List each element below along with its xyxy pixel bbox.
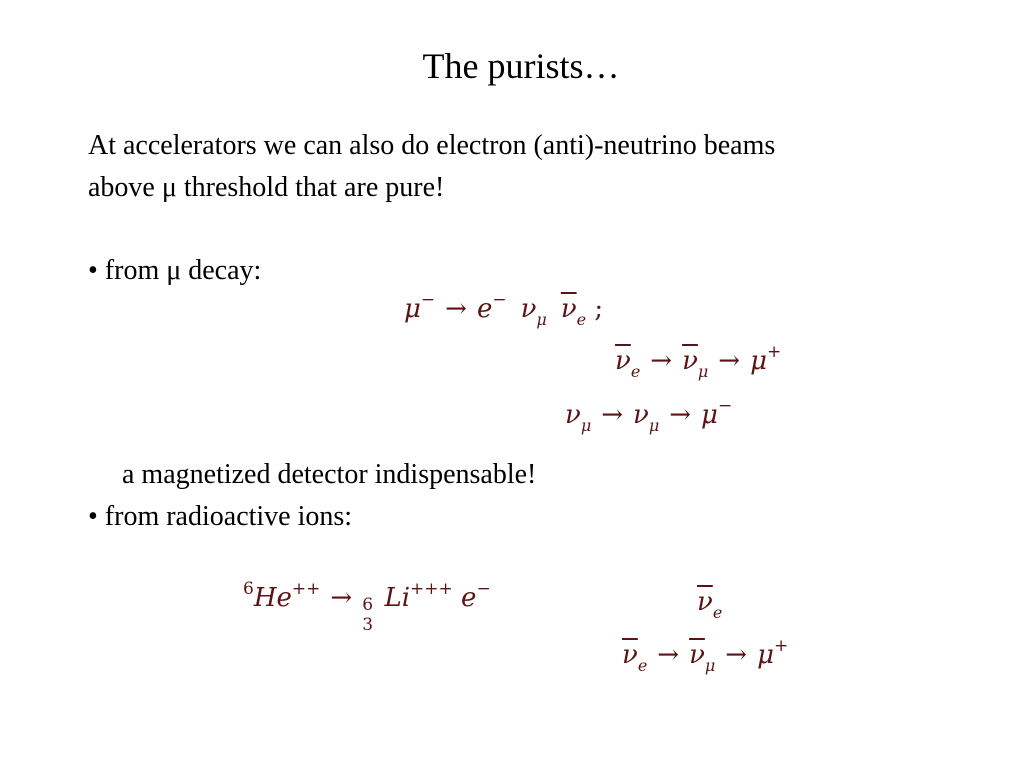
intro-line-1: At accelerators we can also do electron (anti)-neutrino beams [88,130,776,161]
equation-he-nuebar: $\overline{\nu}_e$ [697,587,723,622]
bullet-mu-decay: • from μ decay: [88,255,262,286]
equation-nuebar-to-muplus: $\overline{\nu}_e \to \overline{\nu}_\mu \to \mu^+$ [615,342,782,381]
magnetized-detector-note: a magnetized detector indispensable! [122,459,537,490]
equation-mu-decay: μ− → e− $\nu_\mu$ $\overline{\nu}_e$ ; [404,290,604,329]
equation-he-oscillation: $\overline{\nu}_e \to \overline{\nu}_\mu \to \mu^+$ [622,636,789,675]
equation-numu-to-muminus: $\nu_\mu \to \nu_\mu \to \mu^-$ [565,396,733,435]
slide-title: The purists… [422,46,620,86]
bullet-radioactive-ions: • from radioactive ions: [88,501,353,532]
intro-line-2: above μ threshold that are pure! [88,172,445,203]
equation-he-decay: $^6$He++ → 6 3 Li+++ e− [243,579,491,635]
